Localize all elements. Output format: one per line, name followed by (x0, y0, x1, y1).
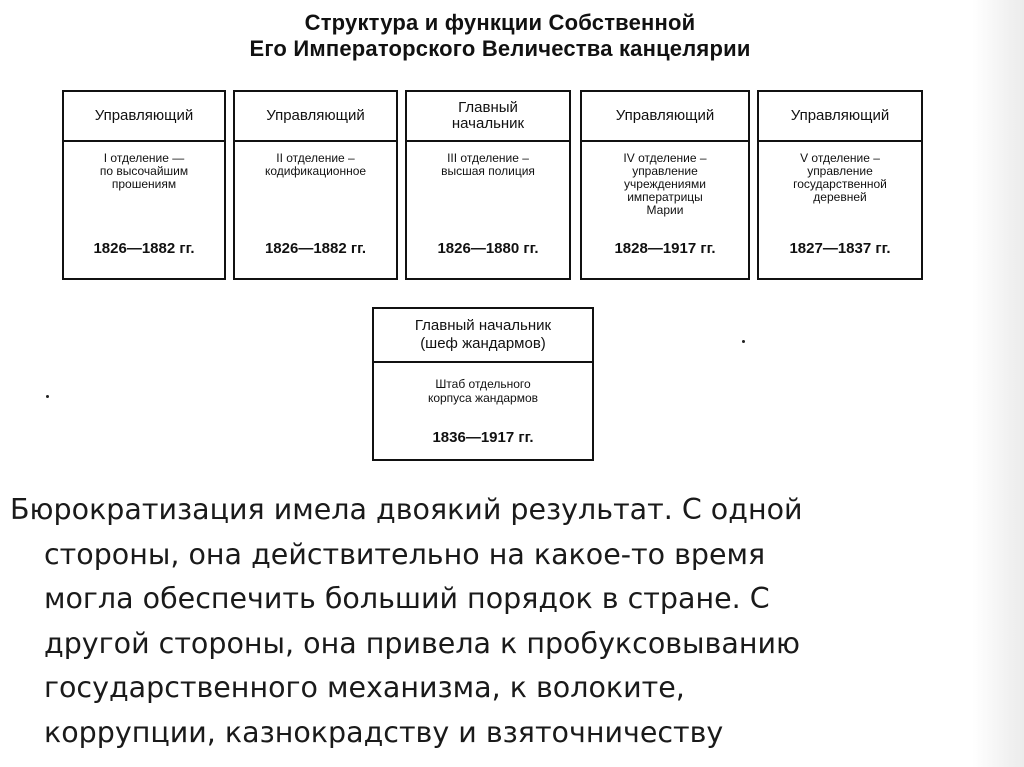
description-line: Штаб отдельного (435, 377, 531, 391)
department-description (411, 152, 565, 178)
scan-speck (742, 340, 745, 343)
description-line: высшая полиция (441, 164, 535, 178)
description-line: управление (807, 164, 873, 178)
department-years: 1826—1880 гг. (437, 240, 539, 257)
department-head: Главный начальник (407, 92, 569, 142)
gendarmes-head (374, 309, 592, 363)
paragraph-line: Бюрократизация имела двоякий результат. С одной (10, 493, 803, 526)
department-description (763, 152, 917, 204)
bureaucratization-paragraph (10, 488, 970, 755)
department-years: 1826—1882 гг. (93, 240, 195, 257)
description-line: управление (632, 164, 698, 178)
scan-speck (46, 395, 49, 398)
diagram-title-line-1: Структура и функции Собственной (304, 10, 696, 35)
description-line: IV отделение – (623, 151, 707, 165)
gendarmes-head-title: Главный начальник (414, 317, 552, 334)
description-line: корпуса жандармов (427, 391, 539, 405)
description-line: учреждениями (624, 177, 706, 191)
department-description (239, 152, 392, 178)
paragraph-line: другой стороны, она привела к пробуксовыванию (44, 626, 800, 660)
department-head: Управляющий (582, 92, 748, 142)
gendarmes-head-subtitle: (шеф жандармов) (420, 335, 546, 352)
description-line: деревней (813, 190, 867, 204)
department-head: Управляющий (235, 92, 396, 142)
paragraph-line: стороны, она действительно на какое-то время (44, 537, 766, 571)
department-description (586, 152, 744, 217)
description-line: по высочайшим (99, 164, 189, 178)
gendarmes-years: 1836—1917 гг. (432, 429, 534, 446)
description-line: императрицы (627, 190, 703, 204)
description-line: прошениям (111, 177, 177, 191)
department-description (68, 152, 220, 191)
department-years: 1827—1837 гг. (789, 240, 891, 257)
description-line: II отделение – (276, 151, 355, 165)
description-line: государственной (793, 177, 887, 191)
department-years: 1826—1882 гг. (264, 240, 367, 257)
gendarmes-box (372, 307, 594, 461)
department-years: 1828—1917 гг. (614, 240, 716, 257)
diagram-title-line-2: Его Императорского Величества канцелярии (249, 36, 751, 61)
description-line: V отделение – (800, 151, 880, 165)
gendarmes-description (374, 377, 592, 405)
paragraph-line: могла обеспечить больший порядок в стране. С (44, 582, 770, 615)
paragraph-line: коррупции, казнокрадству и взяточничеству (44, 715, 724, 749)
department-box-5 (757, 90, 923, 280)
paragraph-line: государственного механизма, к волоките, (44, 671, 685, 704)
department-head: Управляющий (759, 92, 921, 142)
description-line: III отделение – (447, 151, 529, 165)
department-box-2 (233, 90, 398, 280)
description-line: I отделение — (103, 151, 185, 165)
department-box-1 (62, 90, 226, 280)
department-box-4 (580, 90, 750, 280)
department-head: Управляющий (64, 92, 224, 142)
description-line: Марии (646, 203, 684, 217)
department-box-3 (405, 90, 571, 280)
description-line: кодификационное (264, 164, 367, 178)
